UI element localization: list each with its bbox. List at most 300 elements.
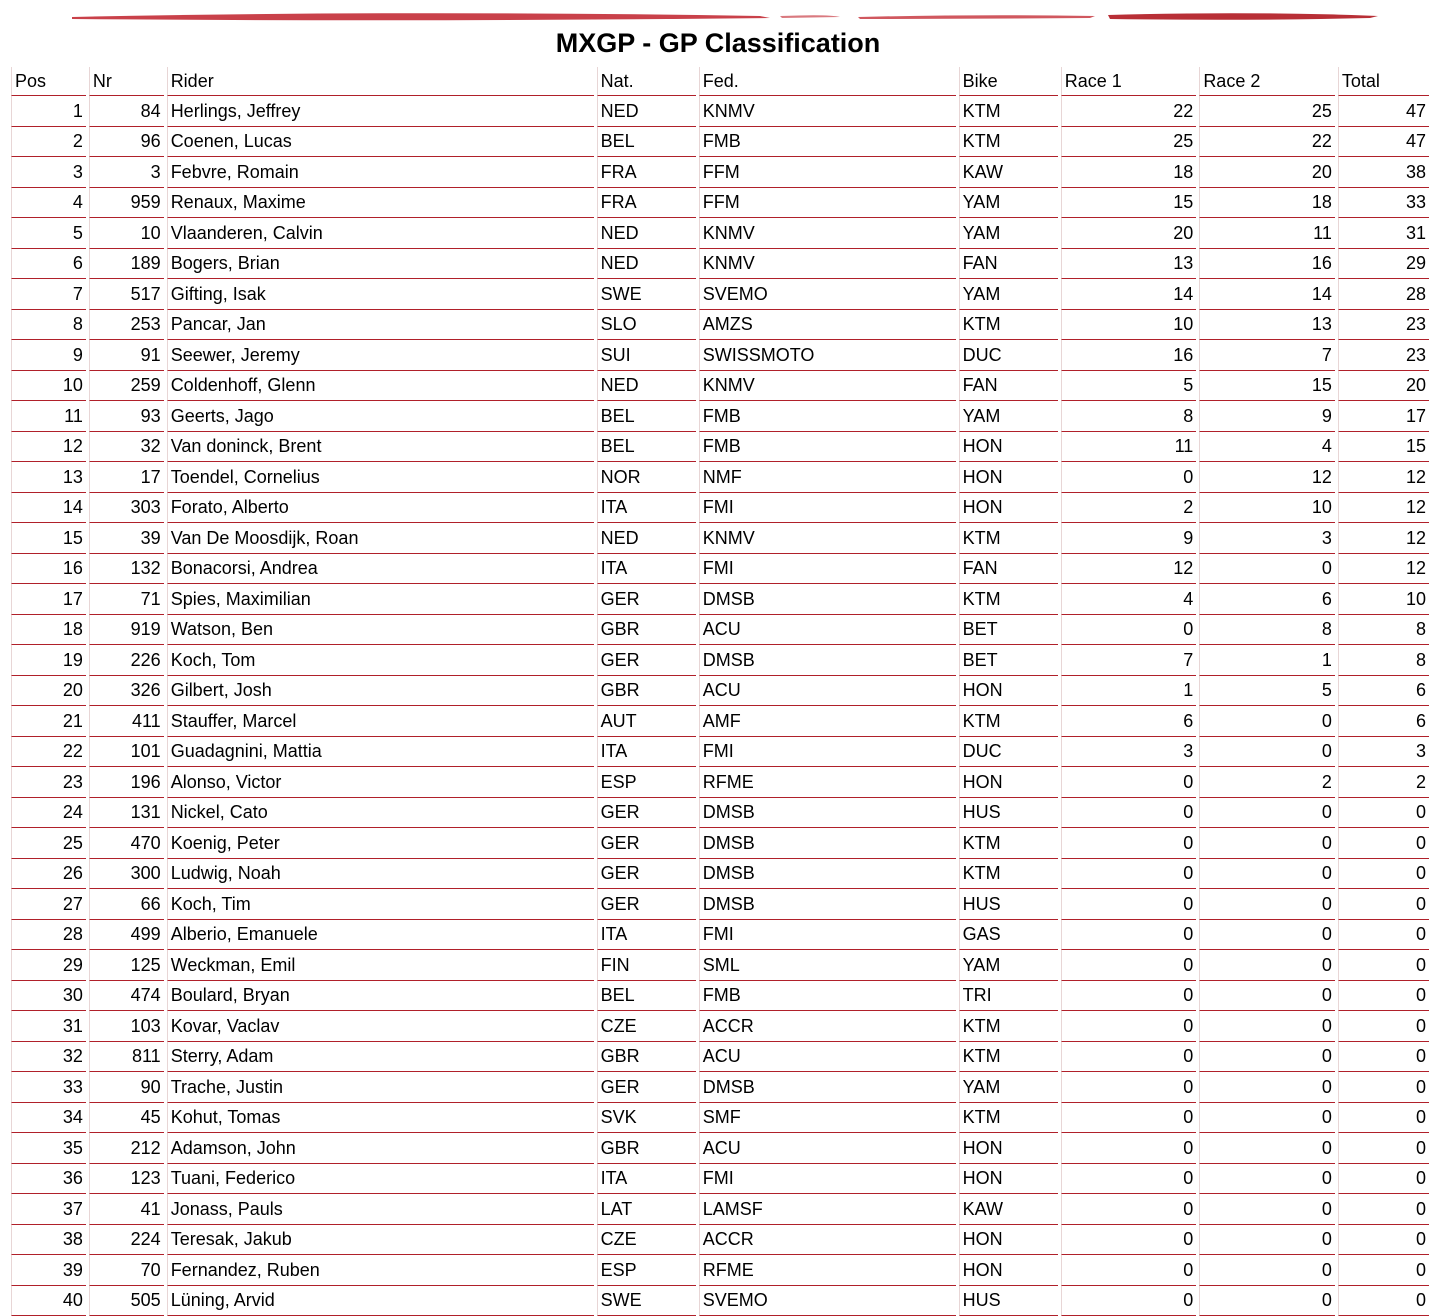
cell-fed: KNMV	[699, 218, 956, 249]
cell-fed: DMSB	[699, 828, 956, 859]
cell-fed: DMSB	[699, 859, 956, 890]
cell-fed: ACU	[699, 1042, 956, 1073]
cell-pos: 27	[11, 889, 86, 920]
cell-race1: 25	[1061, 127, 1197, 158]
cell-fed: FMB	[699, 401, 956, 432]
table-row	[11, 1286, 1429, 1316]
cell-fed: FMI	[699, 737, 956, 768]
cell-race1: 5	[1061, 371, 1197, 402]
table-row	[11, 615, 1429, 646]
cell-nr: 17	[89, 462, 164, 493]
cell-rider: Geerts, Jago	[167, 401, 594, 432]
cell-rider: Nickel, Cato	[167, 798, 594, 829]
cell-race2: 0	[1199, 1255, 1335, 1286]
cell-bike: HUS	[959, 798, 1058, 829]
cell-bike: DUC	[959, 340, 1058, 371]
cell-total: 0	[1338, 950, 1429, 981]
cell-nat: GER	[597, 645, 696, 676]
cell-rider: Vlaanderen, Calvin	[167, 218, 594, 249]
cell-nr: 517	[89, 279, 164, 310]
cell-total: 10	[1338, 584, 1429, 615]
cell-nr: 499	[89, 920, 164, 951]
cell-nr: 959	[89, 188, 164, 219]
cell-total: 0	[1338, 1133, 1429, 1164]
cell-race1: 16	[1061, 340, 1197, 371]
cell-total: 12	[1338, 493, 1429, 524]
cell-total: 0	[1338, 1286, 1429, 1316]
cell-rider: Bogers, Brian	[167, 249, 594, 280]
cell-total: 0	[1338, 1225, 1429, 1256]
cell-pos: 29	[11, 950, 86, 981]
cell-total: 17	[1338, 401, 1429, 432]
cell-total: 6	[1338, 676, 1429, 707]
cell-race2: 0	[1199, 828, 1335, 859]
cell-nat: ITA	[597, 737, 696, 768]
cell-rider: Ludwig, Noah	[167, 859, 594, 890]
cell-pos: 40	[11, 1286, 86, 1316]
cell-total: 0	[1338, 1072, 1429, 1103]
cell-race1: 0	[1061, 1072, 1197, 1103]
cell-nat: ESP	[597, 1255, 696, 1286]
cell-rider: Febvre, Romain	[167, 157, 594, 188]
cell-nat: FIN	[597, 950, 696, 981]
cell-total: 8	[1338, 615, 1429, 646]
cell-fed: ACU	[699, 615, 956, 646]
cell-race1: 10	[1061, 310, 1197, 341]
cell-nat: SUI	[597, 340, 696, 371]
cell-race1: 0	[1061, 1194, 1197, 1225]
cell-total: 28	[1338, 279, 1429, 310]
cell-total: 0	[1338, 859, 1429, 890]
cell-race2: 0	[1199, 981, 1335, 1012]
cell-pos: 26	[11, 859, 86, 890]
cell-total: 23	[1338, 340, 1429, 371]
cell-race1: 20	[1061, 218, 1197, 249]
cell-race1: 3	[1061, 737, 1197, 768]
cell-bike: YAM	[959, 401, 1058, 432]
cell-race2: 20	[1199, 157, 1335, 188]
cell-fed: FFM	[699, 188, 956, 219]
table-row	[11, 1194, 1429, 1225]
cell-race2: 25	[1199, 96, 1335, 127]
table-row	[11, 218, 1429, 249]
table-row	[11, 859, 1429, 890]
cell-nat: ITA	[597, 920, 696, 951]
cell-nr: 474	[89, 981, 164, 1012]
cell-nr: 212	[89, 1133, 164, 1164]
cell-bike: HON	[959, 1133, 1058, 1164]
cell-nr: 131	[89, 798, 164, 829]
cell-bike: FAN	[959, 554, 1058, 585]
cell-rider: Kovar, Vaclav	[167, 1011, 594, 1042]
cell-nat: CZE	[597, 1225, 696, 1256]
cell-fed: SVEMO	[699, 279, 956, 310]
cell-pos: 36	[11, 1164, 86, 1195]
cell-race2: 1	[1199, 645, 1335, 676]
cell-fed: KNMV	[699, 249, 956, 280]
cell-race2: 0	[1199, 1286, 1335, 1316]
header-pos: Pos	[11, 67, 86, 96]
cell-race1: 1	[1061, 676, 1197, 707]
table-row	[11, 279, 1429, 310]
table-header-row	[11, 67, 1429, 96]
cell-total: 0	[1338, 1164, 1429, 1195]
cell-race2: 0	[1199, 737, 1335, 768]
cell-pos: 8	[11, 310, 86, 341]
table-row	[11, 523, 1429, 554]
cell-nr: 811	[89, 1042, 164, 1073]
table-row	[11, 340, 1429, 371]
cell-rider: Alberio, Emanuele	[167, 920, 594, 951]
cell-race1: 0	[1061, 920, 1197, 951]
cell-total: 0	[1338, 889, 1429, 920]
cell-nat: NED	[597, 371, 696, 402]
cell-nr: 101	[89, 737, 164, 768]
cell-race1: 0	[1061, 1011, 1197, 1042]
table-row	[11, 645, 1429, 676]
cell-rider: Sterry, Adam	[167, 1042, 594, 1073]
table-row	[11, 1225, 1429, 1256]
cell-race1: 14	[1061, 279, 1197, 310]
table-row	[11, 981, 1429, 1012]
cell-nr: 66	[89, 889, 164, 920]
cell-race2: 0	[1199, 798, 1335, 829]
cell-fed: FMI	[699, 1164, 956, 1195]
cell-race2: 0	[1199, 1042, 1335, 1073]
cell-race1: 18	[1061, 157, 1197, 188]
cell-nat: ITA	[597, 493, 696, 524]
cell-bike: YAM	[959, 279, 1058, 310]
cell-bike: BET	[959, 645, 1058, 676]
cell-nr: 103	[89, 1011, 164, 1042]
header-nr: Nr	[89, 67, 164, 96]
cell-race2: 18	[1199, 188, 1335, 219]
cell-nat: GBR	[597, 1133, 696, 1164]
cell-race1: 9	[1061, 523, 1197, 554]
cell-total: 8	[1338, 645, 1429, 676]
cell-race2: 0	[1199, 920, 1335, 951]
table-row	[11, 188, 1429, 219]
header-fed: Fed.	[699, 67, 956, 96]
cell-nr: 96	[89, 127, 164, 158]
cell-pos: 37	[11, 1194, 86, 1225]
cell-nr: 45	[89, 1103, 164, 1134]
cell-race1: 7	[1061, 645, 1197, 676]
table-row	[11, 767, 1429, 798]
cell-pos: 12	[11, 432, 86, 463]
cell-race1: 0	[1061, 1286, 1197, 1316]
cell-total: 23	[1338, 310, 1429, 341]
cell-rider: Kohut, Tomas	[167, 1103, 594, 1134]
cell-nr: 70	[89, 1255, 164, 1286]
cell-total: 38	[1338, 157, 1429, 188]
cell-race2: 0	[1199, 1133, 1335, 1164]
cell-race2: 0	[1199, 1194, 1335, 1225]
cell-fed: FMB	[699, 432, 956, 463]
cell-fed: FMI	[699, 554, 956, 585]
header-rider: Rider	[167, 67, 594, 96]
table-row	[11, 1255, 1429, 1286]
cell-pos: 39	[11, 1255, 86, 1286]
cell-nat: NED	[597, 218, 696, 249]
cell-nr: 189	[89, 249, 164, 280]
cell-pos: 17	[11, 584, 86, 615]
cell-race1: 0	[1061, 1042, 1197, 1073]
cell-bike: FAN	[959, 249, 1058, 280]
cell-pos: 34	[11, 1103, 86, 1134]
cell-pos: 24	[11, 798, 86, 829]
cell-bike: KTM	[959, 828, 1058, 859]
cell-race2: 0	[1199, 1164, 1335, 1195]
cell-rider: Teresak, Jakub	[167, 1225, 594, 1256]
cell-bike: HON	[959, 676, 1058, 707]
cell-pos: 4	[11, 188, 86, 219]
cell-rider: Renaux, Maxime	[167, 188, 594, 219]
cell-pos: 22	[11, 737, 86, 768]
cell-rider: Gifting, Isak	[167, 279, 594, 310]
cell-race1: 13	[1061, 249, 1197, 280]
cell-bike: HON	[959, 767, 1058, 798]
cell-nr: 84	[89, 96, 164, 127]
cell-rider: Boulard, Bryan	[167, 981, 594, 1012]
cell-total: 33	[1338, 188, 1429, 219]
cell-nat: NED	[597, 249, 696, 280]
cell-nat: GER	[597, 798, 696, 829]
cell-total: 12	[1338, 554, 1429, 585]
cell-race1: 0	[1061, 889, 1197, 920]
cell-pos: 20	[11, 676, 86, 707]
cell-bike: KAW	[959, 1194, 1058, 1225]
cell-nat: GBR	[597, 676, 696, 707]
table-row	[11, 127, 1429, 158]
cell-race1: 0	[1061, 798, 1197, 829]
cell-pos: 32	[11, 1042, 86, 1073]
cell-rider: Guadagnini, Mattia	[167, 737, 594, 768]
cell-total: 0	[1338, 1255, 1429, 1286]
cell-fed: FMB	[699, 127, 956, 158]
table-row	[11, 706, 1429, 737]
cell-total: 0	[1338, 1103, 1429, 1134]
table-row	[11, 1103, 1429, 1134]
cell-fed: AMF	[699, 706, 956, 737]
cell-race2: 13	[1199, 310, 1335, 341]
cell-race2: 3	[1199, 523, 1335, 554]
header-nat: Nat.	[597, 67, 696, 96]
cell-nat: BEL	[597, 432, 696, 463]
cell-pos: 15	[11, 523, 86, 554]
cell-total: 12	[1338, 462, 1429, 493]
cell-nat: GER	[597, 828, 696, 859]
table-row	[11, 1164, 1429, 1195]
cell-nat: AUT	[597, 706, 696, 737]
cell-pos: 5	[11, 218, 86, 249]
cell-bike: HUS	[959, 889, 1058, 920]
cell-pos: 10	[11, 371, 86, 402]
cell-fed: DMSB	[699, 645, 956, 676]
table-row	[11, 371, 1429, 402]
cell-bike: HON	[959, 462, 1058, 493]
cell-nr: 253	[89, 310, 164, 341]
cell-race2: 9	[1199, 401, 1335, 432]
cell-fed: DMSB	[699, 584, 956, 615]
header-brush-stroke	[0, 0, 1442, 24]
cell-fed: RFME	[699, 1255, 956, 1286]
cell-rider: Herlings, Jeffrey	[167, 96, 594, 127]
cell-rider: Koch, Tom	[167, 645, 594, 676]
cell-nat: BEL	[597, 981, 696, 1012]
cell-bike: KTM	[959, 1042, 1058, 1073]
cell-race2: 0	[1199, 1225, 1335, 1256]
cell-race2: 0	[1199, 859, 1335, 890]
cell-nat: BEL	[597, 401, 696, 432]
cell-pos: 25	[11, 828, 86, 859]
cell-race1: 15	[1061, 188, 1197, 219]
cell-bike: YAM	[959, 188, 1058, 219]
cell-rider: Alonso, Victor	[167, 767, 594, 798]
cell-race1: 0	[1061, 859, 1197, 890]
header-total: Total	[1338, 67, 1429, 96]
cell-race1: 0	[1061, 1133, 1197, 1164]
cell-race1: 11	[1061, 432, 1197, 463]
cell-race1: 0	[1061, 950, 1197, 981]
cell-fed: DMSB	[699, 889, 956, 920]
cell-pos: 35	[11, 1133, 86, 1164]
cell-fed: ACCR	[699, 1225, 956, 1256]
cell-nr: 71	[89, 584, 164, 615]
cell-race1: 4	[1061, 584, 1197, 615]
cell-pos: 18	[11, 615, 86, 646]
page-title: MXGP - GP Classification	[0, 26, 1436, 60]
cell-nat: FRA	[597, 188, 696, 219]
cell-race2: 5	[1199, 676, 1335, 707]
cell-nat: CZE	[597, 1011, 696, 1042]
cell-pos: 9	[11, 340, 86, 371]
cell-total: 0	[1338, 920, 1429, 951]
table-row	[11, 1133, 1429, 1164]
cell-bike: YAM	[959, 218, 1058, 249]
cell-pos: 33	[11, 1072, 86, 1103]
cell-bike: HUS	[959, 1286, 1058, 1316]
table-row	[11, 1042, 1429, 1073]
cell-bike: YAM	[959, 1072, 1058, 1103]
cell-nat: ITA	[597, 1164, 696, 1195]
cell-fed: FFM	[699, 157, 956, 188]
cell-bike: YAM	[959, 950, 1058, 981]
cell-race2: 22	[1199, 127, 1335, 158]
table-row	[11, 493, 1429, 524]
header-race1: Race 1	[1061, 67, 1197, 96]
cell-nr: 41	[89, 1194, 164, 1225]
cell-fed: ACCR	[699, 1011, 956, 1042]
cell-race2: 6	[1199, 584, 1335, 615]
cell-total: 0	[1338, 1042, 1429, 1073]
table-row	[11, 554, 1429, 585]
cell-race1: 0	[1061, 828, 1197, 859]
cell-rider: Van De Moosdijk, Roan	[167, 523, 594, 554]
cell-pos: 2	[11, 127, 86, 158]
cell-nr: 226	[89, 645, 164, 676]
cell-bike: KTM	[959, 859, 1058, 890]
cell-race1: 22	[1061, 96, 1197, 127]
cell-fed: DMSB	[699, 798, 956, 829]
cell-rider: Koch, Tim	[167, 889, 594, 920]
cell-total: 0	[1338, 981, 1429, 1012]
cell-total: 20	[1338, 371, 1429, 402]
cell-race1: 2	[1061, 493, 1197, 524]
cell-nr: 123	[89, 1164, 164, 1195]
table-row	[11, 1072, 1429, 1103]
cell-rider: Forato, Alberto	[167, 493, 594, 524]
cell-nat: NED	[597, 96, 696, 127]
table-row	[11, 920, 1429, 951]
cell-race2: 11	[1199, 218, 1335, 249]
cell-total: 0	[1338, 1011, 1429, 1042]
cell-fed: DMSB	[699, 1072, 956, 1103]
cell-race2: 12	[1199, 462, 1335, 493]
cell-nr: 125	[89, 950, 164, 981]
cell-bike: HON	[959, 1225, 1058, 1256]
cell-rider: Adamson, John	[167, 1133, 594, 1164]
cell-race1: 0	[1061, 1255, 1197, 1286]
cell-bike: KTM	[959, 1011, 1058, 1042]
table-row	[11, 401, 1429, 432]
cell-nat: BEL	[597, 127, 696, 158]
cell-total: 29	[1338, 249, 1429, 280]
cell-race2: 0	[1199, 950, 1335, 981]
cell-pos: 28	[11, 920, 86, 951]
cell-rider: Spies, Maximilian	[167, 584, 594, 615]
table-row	[11, 1011, 1429, 1042]
cell-fed: FMI	[699, 920, 956, 951]
cell-race1: 0	[1061, 981, 1197, 1012]
cell-nat: NED	[597, 523, 696, 554]
cell-nat: SWE	[597, 1286, 696, 1316]
cell-fed: AMZS	[699, 310, 956, 341]
cell-race2: 0	[1199, 1072, 1335, 1103]
cell-pos: 13	[11, 462, 86, 493]
cell-pos: 14	[11, 493, 86, 524]
cell-bike: DUC	[959, 737, 1058, 768]
cell-fed: KNMV	[699, 96, 956, 127]
cell-pos: 3	[11, 157, 86, 188]
table-row	[11, 676, 1429, 707]
cell-nat: ITA	[597, 554, 696, 585]
cell-race1: 0	[1061, 615, 1197, 646]
cell-rider: Jonass, Pauls	[167, 1194, 594, 1225]
cell-nr: 411	[89, 706, 164, 737]
cell-nat: LAT	[597, 1194, 696, 1225]
cell-fed: SML	[699, 950, 956, 981]
cell-total: 6	[1338, 706, 1429, 737]
cell-bike: KTM	[959, 1103, 1058, 1134]
cell-nat: NOR	[597, 462, 696, 493]
cell-pos: 38	[11, 1225, 86, 1256]
cell-nat: SLO	[597, 310, 696, 341]
cell-nr: 224	[89, 1225, 164, 1256]
table-row	[11, 950, 1429, 981]
cell-nr: 10	[89, 218, 164, 249]
cell-race2: 0	[1199, 889, 1335, 920]
cell-bike: HON	[959, 432, 1058, 463]
cell-bike: GAS	[959, 920, 1058, 951]
cell-rider: Gilbert, Josh	[167, 676, 594, 707]
cell-nr: 303	[89, 493, 164, 524]
cell-race1: 0	[1061, 767, 1197, 798]
cell-nr: 300	[89, 859, 164, 890]
cell-nr: 3	[89, 157, 164, 188]
cell-rider: Trache, Justin	[167, 1072, 594, 1103]
cell-pos: 19	[11, 645, 86, 676]
